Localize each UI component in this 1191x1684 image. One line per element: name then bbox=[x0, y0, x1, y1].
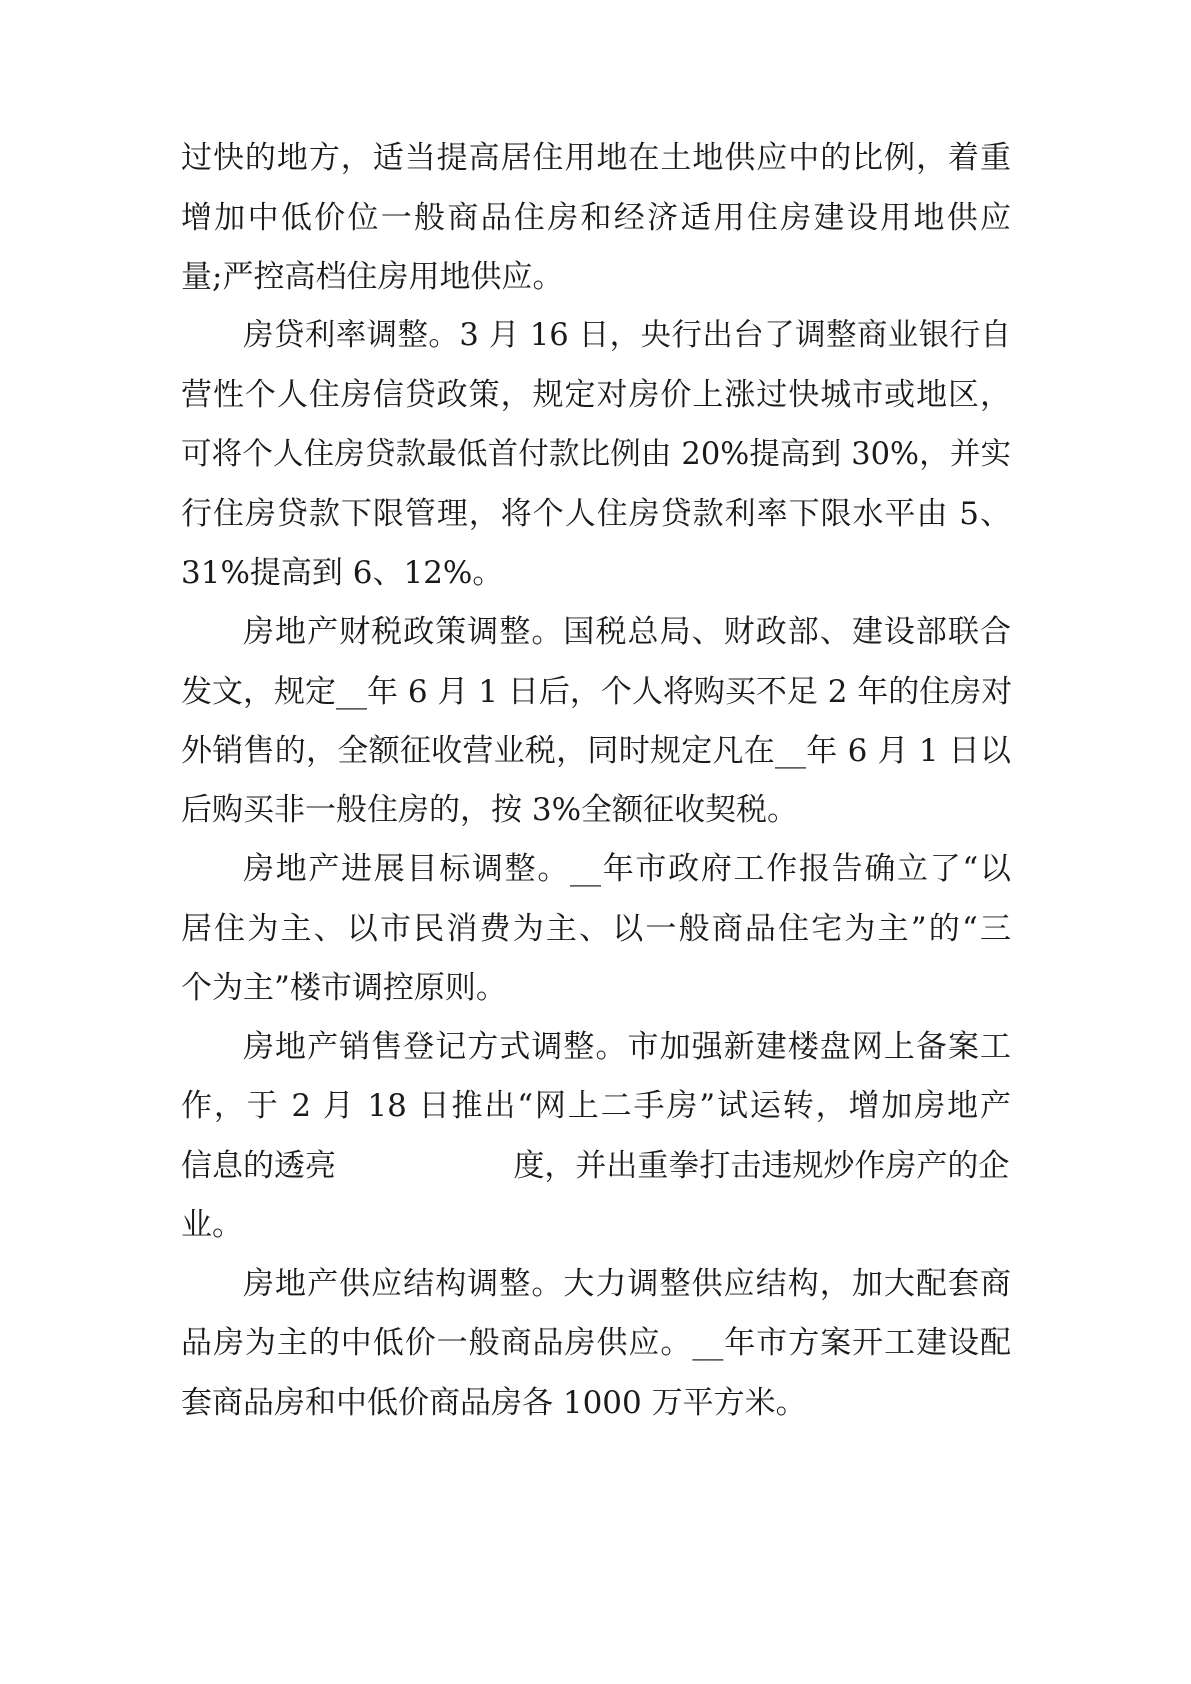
paragraph-line: 居住为主、以市民消费为主、以一般商品住宅为主”的“三 bbox=[181, 911, 1011, 947]
paragraph-line: 后购买非一般住房的，按 3%全额征收契税。 bbox=[181, 792, 799, 828]
paragraph-line: 信息的透亮 度，并出重拳打击违规炒作房产的企 bbox=[181, 1148, 1010, 1184]
paragraph-line: 作，于 2 月 18 日推出“网上二手房”试运转，增加房地产 bbox=[181, 1088, 1011, 1124]
paragraph-line: 房地产进展目标调整。__年市政府工作报告确立了“以 bbox=[243, 851, 1011, 887]
paragraph-line: 行住房贷款下限管理，将个人住房贷款利率下限水平由 5、 bbox=[181, 496, 1011, 532]
paragraph-line: 业。 bbox=[181, 1207, 243, 1243]
paragraph-line: 个为主”楼市调控原则。 bbox=[181, 970, 507, 1006]
paragraph-line: 房贷利率调整。3 月 16 日，央行出台了调整商业银行自 bbox=[243, 318, 1011, 353]
paragraph-line: 房地产财税政策调整。国税总局、财政部、建设部联合 bbox=[243, 614, 1011, 650]
paragraph-line: 品房为主的中低价一般商品房供应。__年市方案开工建设配 bbox=[181, 1325, 1011, 1361]
paragraph-line: 房地产供应结构调整。大力调整供应结构，加大配套商 bbox=[243, 1266, 1011, 1302]
paragraph-line: 外销售的，全额征收营业税，同时规定凡在__年 6 月 1 日以 bbox=[181, 733, 1011, 769]
paragraph-line: 营性个人住房信贷政策，规定对房价上涨过快城市或地区， bbox=[181, 377, 1011, 413]
paragraph-line: 可将个人住房贷款最低首付款比例由 20%提高到 30%，并实 bbox=[181, 437, 1011, 472]
paragraph-line: 发文，规定__年 6 月 1 日后，个人将购买不足 2 年的住房对 bbox=[181, 674, 1013, 710]
paragraph-line: 过快的地方，适当提高居住用地在土地供应中的比例，着重 bbox=[181, 140, 1011, 176]
paragraph-line: 套商品房和中低价商品房各 1000 万平方米。 bbox=[181, 1385, 807, 1421]
paragraph-line: 房地产销售登记方式调整。市加强新建楼盘网上备案工 bbox=[243, 1029, 1011, 1065]
paragraph-line: 31%提高到 6、12%。 bbox=[181, 555, 504, 591]
paragraph-line: 量;严控高档住房用地供应。 bbox=[181, 259, 564, 295]
paragraph-line: 增加中低价位一般商品住房和经济适用住房建设用地供应 bbox=[181, 200, 1011, 236]
